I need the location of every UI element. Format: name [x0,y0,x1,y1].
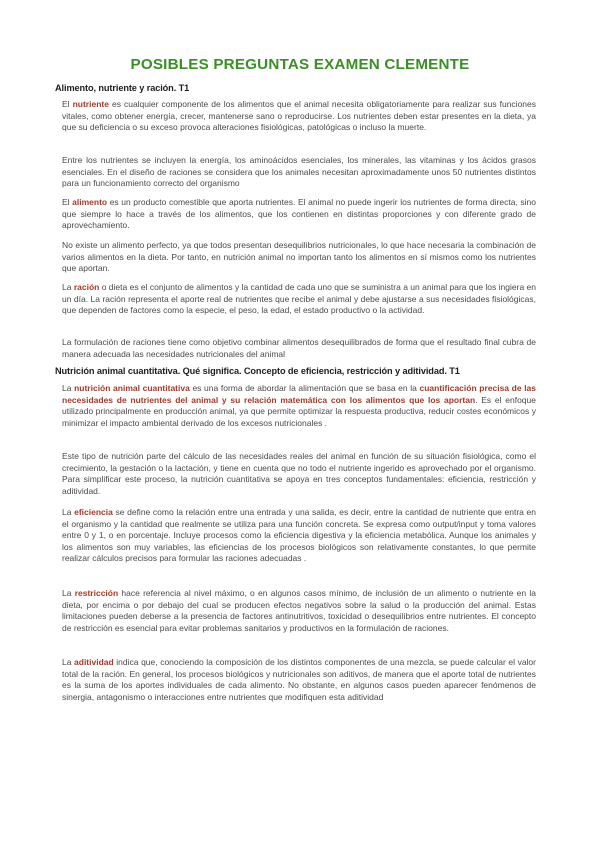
paragraph-lista-nutrientes [62,155,536,190]
text-run: Este tipo de nutrición parte del cálculo de las necesidades reales del animal en función de su situación fisiológica, como el crecimiento, la gestación o la lactación, y tiene en cuenta que no todo el nutriente ingerido es aprovechado por el organismo. Para simplificar este proceso, la nutrición cuantitativa se apoya en tres conceptos fundamentales: eficiencia, restricción y aditividad. [62,451,536,496]
section-heading-nutricion-cuantitativa: Nutrición animal cuantitativa. Qué significa. Concepto de eficiencia, restricción y aditividad. T1 [55,366,460,376]
text-run: La [62,588,75,598]
paragraph-nutriente [62,99,536,134]
text-run: La [62,507,75,517]
text-run: o dieta es el conjunto de alimentos y la cantidad de cada uno que se suministra a un animal para que los ingiera en un día. La ración representa el aporte real de nutrientes que recibe el animal y debe ajustarse a sus necesidades fisiológicas, que dependen de factores como la especie, el peso, la edad, el estado productivo o la actividad. [62,282,536,315]
text-run: La [62,657,75,667]
text-run: . Es el enfoque utilizado principalmente en producción animal, ya que permite optimizar la respuesta productiva, reducir costes económicos y minimizar el impacto ambiental derivado de los excesos nutricionales . [62,394,536,428]
text-run: El [62,197,73,207]
keyword: nutriente [72,99,109,109]
keyword: ración [73,282,100,292]
keyword: nutrición animal cuantitativa [74,383,190,393]
text-run: No existe un alimento perfecto, ya que todos presentan desequilibrios nutricionales, lo que hace necesaria la combinación de varios alimentos en la dieta. Por tanto, en nutrición animal no importan tanto los alimentos en sí mismos como los nutrientes que aportan. [62,240,536,273]
text-run: Entre los nutrientes se incluyen la energía, los aminoácidos esenciales, los minerales, las vitaminas y los ácidos grasos esenciales. En el diseño de raciones se considera que los animales necesitan aproximadamente unos 50 nutrientes distintos para un funcionamiento correcto del organismo [62,155,536,188]
page-title: POSIBLES PREGUNTAS EXAMEN CLEMENTE [130,56,470,73]
paragraph-eficiencia [62,507,536,565]
paragraph-alimento [62,197,536,232]
keyword: restricción [74,588,119,598]
paragraph-restriccion [62,588,536,634]
paragraph-racion [62,282,536,317]
text-run: El [62,99,73,109]
paragraph-aditividad [62,657,536,703]
text-run: La formulación de raciones tiene como objetivo combinar alimentos desequilibrados de forma que el resultado final cubra de manera adecuada las necesidades nutricionales del animal [62,337,536,359]
paragraph-alimento-perfecto [62,240,536,275]
text-run: indica que, conociendo la composición de los distintos componentes de una mezcla, se puede calcular el valor total de la ración. En general, los procesos biológicos y nutricionales son aditivos, de manera que el aporte total de nutrientes es la suma de los aportes individuales de cada alimento. No obstante, en algunos casos pueden aparecer fenómenos de sinergia, antagonismo o interacciones entre nutrientes que modifiquen esta aditividad [62,657,536,702]
keyword: aditividad [74,657,114,667]
keyword: eficiencia [74,507,113,517]
section-heading-alimento: Alimento, nutriente y ración. T1 [55,83,190,93]
paragraph-formulacion [62,337,536,360]
text-run: es una forma de abordar la alimentación que se basa en la [189,383,420,393]
text-run: es cualquier componente de los alimentos que el animal necesita obligatoriamente para realizar sus funciones vitales, como obtener energía, crecer, mantenerse sano o reproducirse. Los nutrientes deben estar presentes en la dieta, ya que su deficiencia o su exceso provoca alteraciones fisiológicas, patológicas o incluso la muerte. [62,99,536,132]
text-run: hace referencia al nivel máximo, o en algunos casos mínimo, de inclusión de un alimento o nutriente en la dieta, por encima o por debajo del cual se producen efectos negativos sobre la salud o la producción del animal. Estas limitaciones pueden deberse a la presencia de factores antinutritivos, toxicidad o desequilibrios entre nutrientes. El concepto de restricción es esencial para evitar problemas sanitarios y productivos en la formulación de raciones. [62,588,536,633]
keyword: cuantificación precisa de las necesidades de nutrientes del animal y su relación matemática con los alimentos que los aportan [62,383,537,405]
paragraph-necesidades [62,451,536,497]
text-run: es un producto comestible que aporta nutrientes. El animal no puede ingerir los nutrientes de forma directa, sino que siempre lo hace a través de los alimentos, que los contienen en distintas proporciones y con diferente grado de aprovechamiento. [62,197,536,230]
text-run: se define como la relación entre una entrada y una salida, es decir, entre la cantidad de nutriente que entra en el organismo y la cantidad que realmente se utiliza para una función concreta. Se expresa como output/input y toma valores entre 0 y 1, o en porcentaje. Incluye procesos como la eficiencia digestiva y la eficiencia metabólica. Aunque los animales y los alimentos son muy variables, las eficiencias de los procesos biológicos son relativamente constantes, lo que permite realizar cálculos precisos para formular las raciones adecuadas . [62,507,536,563]
keyword: alimento [72,197,108,207]
text-run: La [62,383,75,393]
paragraph-nutricion-cuantitativa [62,383,536,429]
text-run: La [62,282,74,292]
